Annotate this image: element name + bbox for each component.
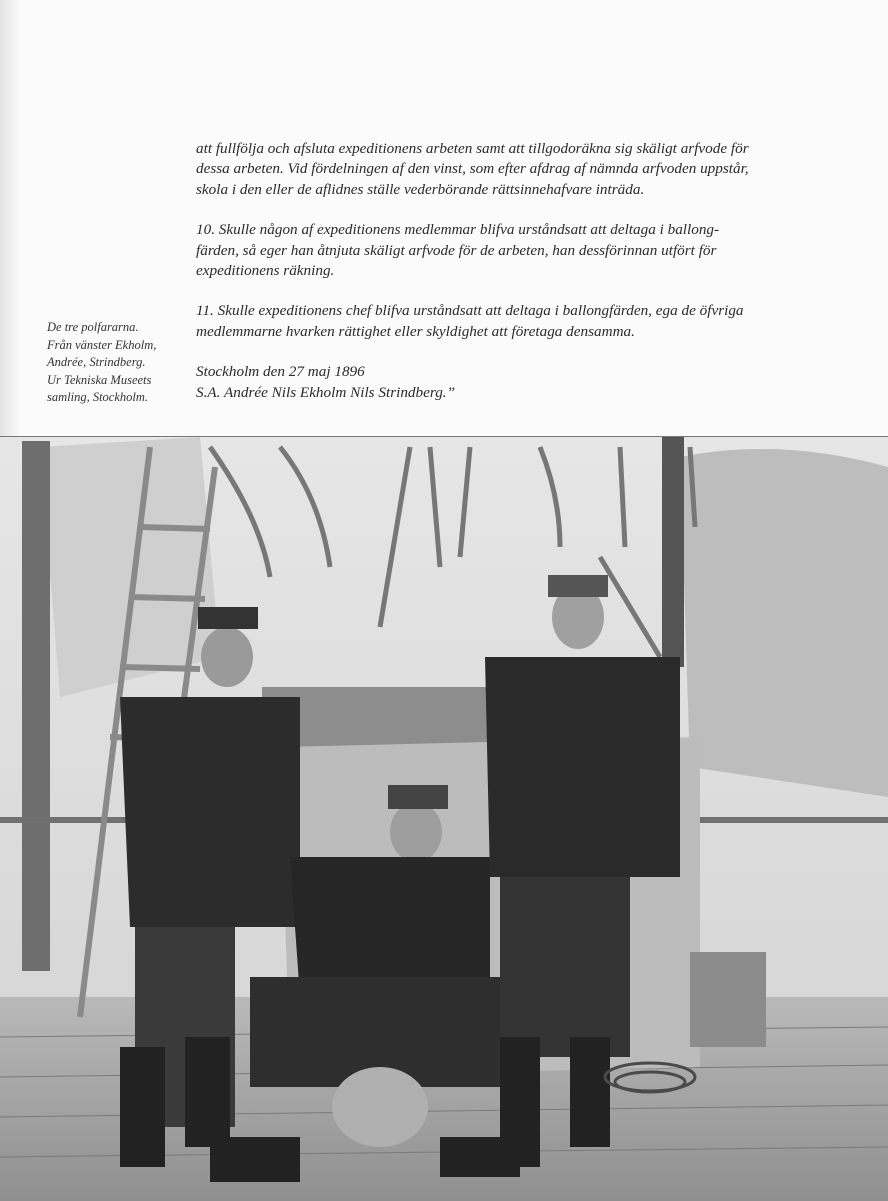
trees-left [40,437,220,697]
text-line: att fullfölja och afsluta expeditionens arbeten samt att tillgodoräkna sig skäligt arfvode för [196,140,749,157]
text-line: dessa arbeten. Vid fördelningen af den vinst, som efter afdrag af nämnda arfvoden uppstår, [196,160,749,178]
caption-line: Andrée, Strindberg. [47,355,146,369]
text-line: 11. Skulle expeditionens chef blifva urståndsatt att deltaga i ballongfärden, ega de öfvriga [196,302,744,320]
page-gutter-shade [0,0,20,440]
text-line: expeditionens räkning. [196,262,335,280]
signature-block [196,362,776,403]
paragraph-11 [196,301,776,342]
text-line: skola i den eller de aflidnes ställe vederbörande rättsinnehafvare inträda. [196,180,645,198]
trees-right [680,449,888,797]
caption-line: De tre polfararna. [47,320,139,334]
text-line: 10. Skulle någon af expeditionens medlemmar blifva urståndsatt att deltaga i ballong- [196,221,720,239]
caption-line: Ur Tekniska Museets [47,372,152,387]
caption-line: samling, Stockholm. [47,390,149,404]
paragraph-10 [196,220,776,281]
text-line: medlemmarne hvarken rättighet eller skyldighet att företaga densamma. [196,322,635,340]
caption-line: Från vänster Ekholm, [47,337,157,352]
wooden-crate [690,952,766,1047]
right-post [662,437,684,667]
signature-names: S.A. Andrée Nils Ekholm Nils Strindberg.” [196,383,456,401]
photo-caption [47,319,187,407]
signature-place-date: Stockholm den 27 maj 1896 [196,363,365,381]
text-line: färden, så eger han åtnjuta skäligt arfvode för de arbeten, han dessförinnan utfört för [196,241,717,259]
body-text [196,139,776,403]
photograph-illustration [0,437,888,1201]
paragraph-continuation [196,139,776,200]
historical-photograph [0,436,888,1201]
left-post [22,441,50,971]
